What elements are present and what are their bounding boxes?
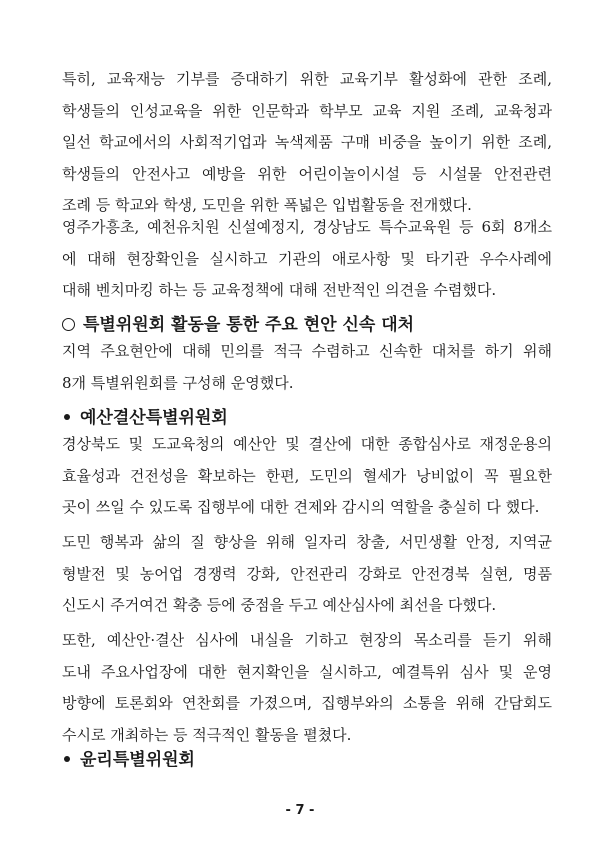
page-number: - 7 - [285, 803, 315, 818]
bullet-icon [64, 414, 70, 420]
text-line: 수시로 개최하는 등 적극적인 활동을 펼쳤다. [62, 725, 352, 744]
subheading-ethics-committee [64, 748, 195, 772]
subheading-text: 윤리특별위원회 [80, 750, 195, 770]
text-line: 대해 벤치마킹 하는 등 교육정책에 대해 전반적인 의견을 수렴했다. [62, 281, 497, 299]
text-line: 경상북도 및 도교육청의 예산안 및 결산에 대한 종합심사로 재정운용의 [62, 435, 552, 453]
text-line: 신도시 주거여건 확충 등에 중점을 두고 예산심사에 최선을 다했다. [62, 596, 497, 614]
text-line: 또한, 예산안·결산 심사에 내실을 기하고 현장의 목소리를 듣기 위해 [62, 631, 552, 649]
text-line: 지역 주요현안에 대해 민의를 적극 수렴하고 신속한 대처를 하기 위해 [62, 342, 552, 360]
text-line: 일선 학교에서의 사회적기업과 녹색제품 구매 비중을 높이기 위한 조례, [62, 133, 552, 151]
paragraph-field-inspection [62, 625, 552, 751]
paragraph-special-committees [62, 336, 552, 399]
subheading-text: 예산결산특별위원회 [80, 408, 228, 428]
bullet-icon [64, 756, 70, 762]
text-line: 영주가흥초, 예천유치원 신설예정지, 경상남도 특수교육원 등 6회 8개소 [62, 218, 552, 236]
text-line: 도내 주요사업장에 대한 현지확인을 실시하고, 예결특위 심사 및 운영 [62, 662, 552, 681]
section-heading [62, 313, 414, 337]
text-line: 학생들의 인성교육을 위한 인문학과 학부모 교육 지원 조례, 교육청과 [62, 101, 552, 120]
section-heading-text: 특별위원회 활동을 통한 주요 현안 신속 대처 [83, 315, 415, 335]
text-line: 방향에 토론회와 연찬회를 가졌으며, 집행부와의 소통을 위해 간담회도 [62, 694, 552, 712]
text-line: 학생들의 안전사고 예방을 위한 어린이놀이시설 등 시설물 안전관련 [62, 164, 552, 183]
text-line: 8개 특별위원회를 구성해 운영했다. [62, 373, 294, 392]
subheading-budget-committee [64, 406, 228, 430]
text-line: 곳이 쓰일 수 있도록 집행부에 대한 견제와 감시의 역할을 충실히 다 했다. [62, 498, 540, 516]
text-line: 효율성과 건전성을 확보하는 한편, 도민의 혈세가 낭비없이 꼭 필요한 [62, 466, 552, 485]
text-line: 에 대해 현장확인을 실시하고 기관의 애로사항 및 타기관 우수사례에 [62, 249, 552, 268]
text-line: 도민 행복과 삶의 질 향상을 위해 일자리 창출, 서민생활 안정, 지역균 [62, 533, 552, 551]
circle-bullet-icon [62, 318, 75, 331]
paragraph-legislation [62, 64, 552, 222]
text-line: 조례 등 학교와 학생, 도민을 위한 폭넓은 입법활동을 전개했다. [62, 196, 472, 214]
paragraph-welfare [62, 527, 552, 622]
text-line: 특히, 교육재능 기부를 증대하기 위한 교육기부 활성화에 관한 조례, [62, 70, 552, 88]
paragraph-budget-review [62, 429, 552, 524]
text-line: 형발전 및 농어업 경쟁력 강화, 안전관리 강화로 안전경북 실현, 명품 [62, 564, 552, 583]
paragraph-site-visits [62, 212, 552, 307]
